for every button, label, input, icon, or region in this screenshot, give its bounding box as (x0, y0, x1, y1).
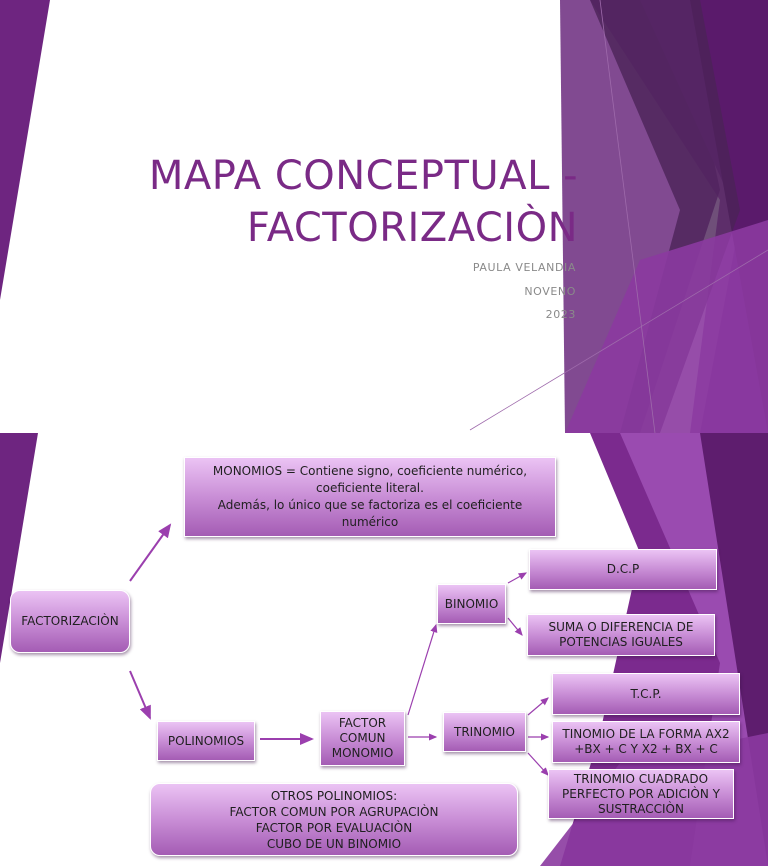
node-factor-comun-monomio (320, 711, 405, 766)
slide-title (58, 150, 578, 254)
node-suma-diferencia (527, 614, 715, 656)
node-otros-polinomios (150, 783, 518, 856)
node-binomio-label: BINOMIO (444, 596, 499, 611)
node-monomios (184, 457, 556, 537)
node-polinomios (157, 721, 255, 761)
concept-map-slide (0, 433, 768, 866)
arrow-to-polinomios (130, 671, 150, 718)
title-line-1: MAPA CONCEPTUAL - (148, 153, 578, 199)
node-polinomios-label: POLINOMIOS (167, 733, 245, 748)
title-line-2: FACTORIZACIÒN (246, 205, 578, 251)
node-factorizacion-label: FACTORIZACIÒN (21, 614, 119, 628)
node-dcp (529, 549, 717, 590)
arrow-to-monomios (130, 525, 170, 581)
node-monomios-label: MONOMIOS = Contiene signo, coeficiente numérico, coeficiente literal. Además, lo único que se factoriza es el coeficiente numérico (212, 464, 528, 529)
node-tcp-label: T.C.P. (630, 686, 662, 701)
node-tcp (552, 673, 740, 715)
node-trinomio-cuadrado-label: TRINOMIO CUADRADO PERFECTO POR ADICIÒN Y SUSTRACCIÒN (562, 771, 720, 816)
arrow-to-tcp (528, 698, 548, 715)
node-dcp-label: D.C.P (606, 562, 640, 576)
node-trinomio-label: TRINOMIO (454, 724, 515, 739)
year-label: 2023 (545, 308, 576, 321)
node-trinomio-forma (552, 721, 740, 763)
node-otros-polinomios-label: OTROS POLINOMIOS: FACTOR COMUN POR AGRUPACIÒN FACTOR POR EVALUACIÒN CUBO DE UN BINOMIO (229, 788, 439, 851)
node-trinomio-cuadrado (548, 769, 734, 819)
node-factor-comun-label: FACTOR COMUN MONOMIO (331, 716, 394, 760)
grade-label: NOVENO (524, 285, 576, 298)
node-trinomio (443, 712, 526, 752)
arrow-to-suma (508, 618, 522, 635)
author-name: PAULA VELANDIA (472, 261, 576, 274)
node-suma-label: SUMA O DIFERENCIA DE POTENCIAS IGUALES (548, 620, 694, 649)
arrow-to-binomio (408, 625, 436, 715)
arrow-to-dcp (508, 573, 526, 583)
node-trinomio-forma-label: TINOMIO DE LA FORMA AX2 +BX + C Y X2 + BX + C (562, 727, 730, 756)
node-factorizacion (10, 590, 130, 653)
node-binomio (437, 584, 506, 624)
arrow-to-trinomio-cuadrado (528, 753, 548, 775)
